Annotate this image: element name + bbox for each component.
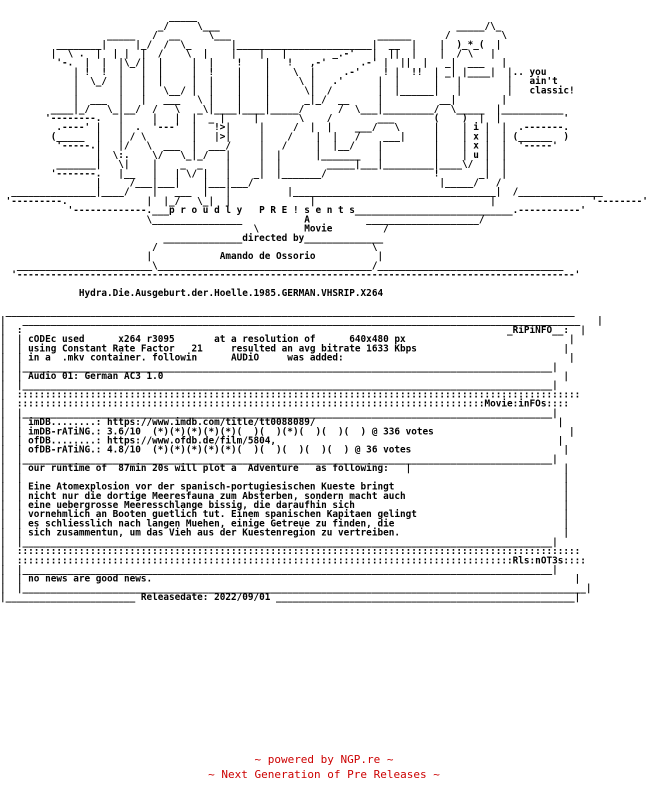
footer — [0, 752, 648, 782]
nfo-text: _____ _/ \___ _____/\_ _____ / __ \___ ______ / \ ________| |_/ / \_ |________________________| __ | | )_*_( | | \ . | | | | / \ | | | | _.-' | || | | / \ | '-. | | |\_/| | | | ! | ! ,-' .-' | || | _| ___ | | ! ! | | | | ! | | \ | .-' ! | !! | _| |____| |.. you | \_/ | | | | | | | \ | .' | | | | | ain't | | | \__/ | | | | \| / | |______| | | classic! | ___ | | ___ \ | | | _|_/ __ | __| | ____|_/ \_|__/ / \ _\|____|____|_____/ / \___|_________/ \_____ |___________ '--------. | | | | _ | | \ / ___ ( ) | | ' .----' | | . '---' | !>| | / | | ___/ \ | | i | | .-------. (_____ | | / \ | |>| | / | | / ___| | | x | | (______ ) '-----.| |/ \ ___ | ___/ | / | |__/ | | | x | | '-----' | \:. \/ \_|_/ | | | |_______ | | | u | | _______| \| | _ _ | | | _____|___|_________|____\/ | | '-------. |__ | | \/ | | _| |_______/ ! _| | | /___|___| |___|___/ |_____/ / _______________|____/ | ___ | | |____________________________________| /_______________ '---------. | |_/ \_| | | | '--------' '-------------.___p r o u d l y P R E ! s e n t s____________________________.-----------' \________________ A ____________________/ \ Movie / ______________directed by______________ / \ | Amando de Ossorio | ________________________\______________________________________/_________________________________ '---------------------------------------------------------------------------------------------------' Hydra.Die.Ausgeburt.der.Hoelle.1985.GERMAN.VHSRIP.X264 _____________________________________________________________________________________________________ | ___________________________________________________________________________________________________ | | : _RiPiNFO__: | | | cODEc used x264 r3095 at a resolution of 640x480 px | | | using Constant Rate Factor 21 resulted an avg bitrate 1633 Kbps | | | in a .mkv container. followin AUDiO was added: | | |______________________________________________________________________________________________| | | Audio 01: German AC3 1.0 | | |______________________________________________________________________________________________| | :::::::::::::::::::::::::::::::::::::::::::::::::::::::::::::::::::::::::::::::::::::::::::::::::::: | :::::::::::::::::::::::::::::::::::::::::::::::::::::::::::::::::::::::::::::::::::Movie:inFOs:::: | |______________________________________________________________________________________________| | | imDB........: https://www.imdb.com/title/tt0088089/ | | | imDB-rATiNG.: 3.6/10 (*)(*)(*)(*)(*)( )( )(*)( )( )( ) @ 336 votes | | | ofDB........: https://www.ofdb.de/film/5804, | | | ofDB-rATiNG.: 4.8/10 (*)(*)(*)(*)(*)( )( )( )( )( ) @ 36 votes | | |______________________________________________________________________________________________| | | our runtime of 87min 20s will plot a Adventure as following: | | | | | | | Eine Atomexplosion vor der spanisch-portugiesischen Kueste bringt | | | nicht nur die dortige Meeresfauna zum Absterben, sondern macht auch | | | eine uebergrosse Meeresschlange bissig, die daraufhin sich | | | vornehmlich an Booten guetlich tut. Einem spanischen Kapitaen gelingt | | | es schliesslich nach langen Muehen, einige Getreue zu finden, die | | | sich zusammentun, um das Vieh aus der Kuestenregion zu vertreiben. | | |______________________________________________________________________________________________| | :::::::::::::::::::::::::::::::::::::::::::::::::::::::::::::::::::::::::::::::::::::::::::::::::::: | ::::::::::::::::::::::::::::::::::::::::::::::::::::::::::::::::::::::::::::::::::::::::Rls:nOT3s:::: | |______________________________________________________________________________________________| | | no news are good news. | | |____________________________________________________________________________________________________| |_______________________ Releasedate: 2022/09/01 _____________________________________________________| — [0, 11, 648, 603]
ngp-tagline: ~ Next Generation of Pre Releases ~ — [208, 768, 440, 781]
powered-by-link[interactable]: ~ powered by NGP.re ~ — [254, 753, 394, 766]
